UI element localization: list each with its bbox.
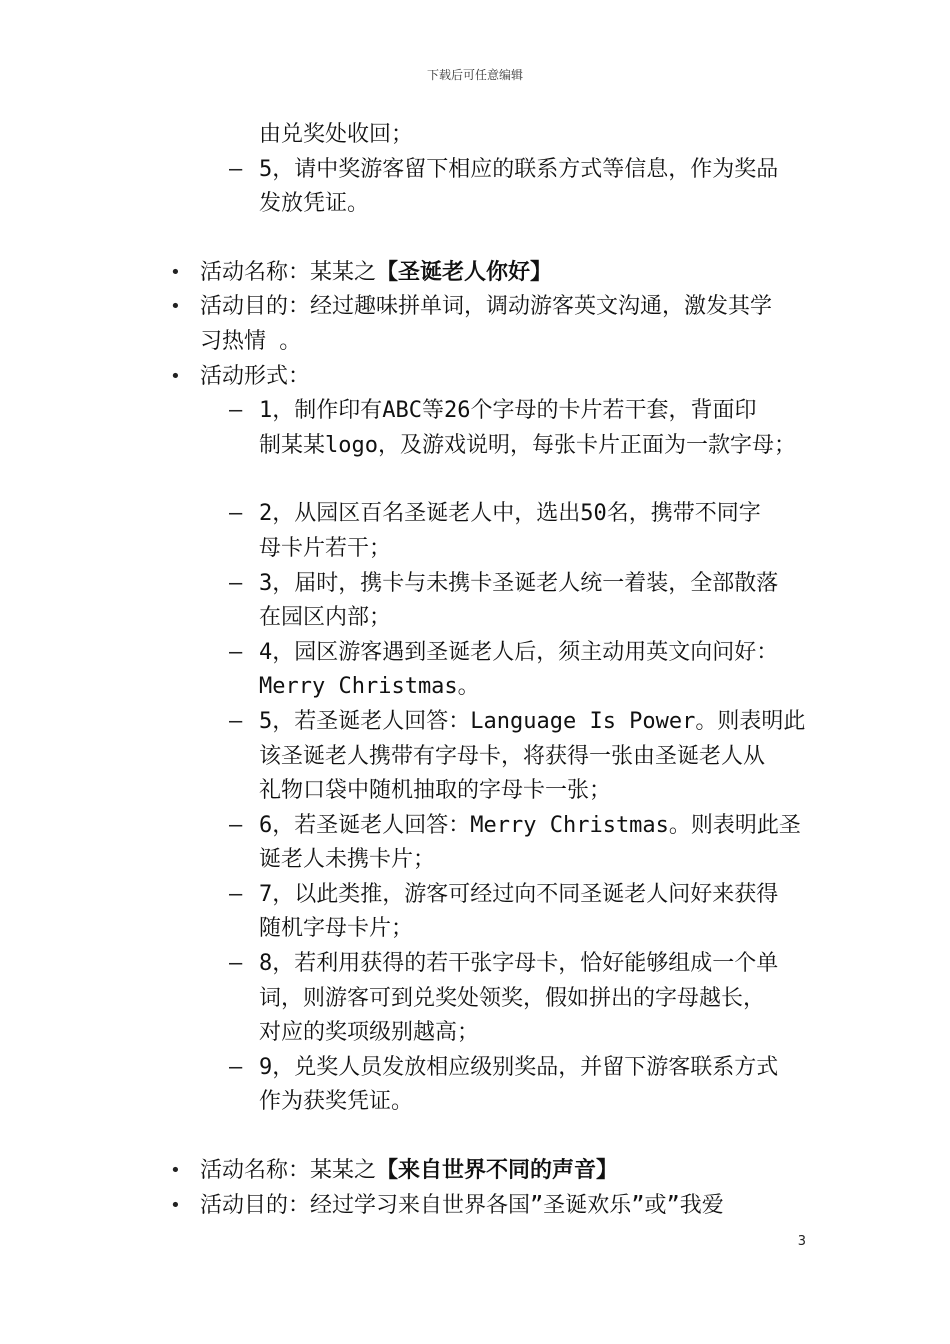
document-body <box>0 118 950 1223</box>
list-item <box>0 394 950 429</box>
list-item <box>0 153 950 188</box>
dash-marker: – <box>229 708 243 734</box>
line-text: 由兑奖处收回； <box>259 122 414 147</box>
dash-marker: – <box>229 501 243 527</box>
line-text: 诞老人未携卡片； <box>259 847 436 873</box>
list-item <box>0 360 950 395</box>
list-item <box>0 670 950 705</box>
line-text: 5，请中奖游客留下相应的联系方式等信息，作为奖品 <box>259 156 779 182</box>
list-item <box>0 325 950 360</box>
list-item <box>0 1154 950 1189</box>
line-text: 3，届时，携卡与未携卡圣诞老人统一着装，全部散落 <box>259 570 779 596</box>
page-number: 3 <box>797 1234 806 1249</box>
list-item <box>0 912 950 947</box>
list-item <box>0 982 950 1017</box>
dash-marker: – <box>229 881 243 907</box>
list-item <box>0 290 950 325</box>
line-text: 9，兑奖人员发放相应级别奖品，并留下游客联系方式 <box>259 1054 779 1080</box>
bullet-marker: • <box>170 365 181 387</box>
bullet-marker: • <box>170 1194 181 1216</box>
list-item <box>0 705 950 740</box>
line-text: 4，园区游客遇到圣诞老人后，须主动用英文向问好： <box>259 639 779 665</box>
line-text: Merry Christmas。 <box>259 674 480 700</box>
line-text: 活动名称：某某之 <box>200 259 377 285</box>
line-text: 5，若圣诞老人回答：Language Is Power。则表明此 <box>259 708 806 734</box>
line-text: 在园区内部； <box>259 605 392 631</box>
list-item <box>0 1051 950 1086</box>
dash-marker: – <box>229 398 243 424</box>
bullet-marker: • <box>170 1160 181 1182</box>
list-item <box>0 187 950 222</box>
list-item <box>0 1016 950 1051</box>
line-text: 7，以此类推，游客可经过向不同圣诞老人问好来获得 <box>259 881 779 907</box>
line-text: 随机字母卡片； <box>259 916 414 942</box>
page-header: 下载后可任意编辑 <box>426 68 523 82</box>
list-item <box>0 567 950 602</box>
line-text: 对应的奖项级别越高； <box>259 1020 480 1046</box>
line-text: 作为获奖凭证。 <box>259 1089 414 1115</box>
line-text: 2，从园区百名圣诞老人中，选出50名，携带不同字 <box>259 501 761 527</box>
dash-marker: – <box>229 639 243 665</box>
list-item <box>0 256 950 291</box>
activity-title: 【圣诞老人你好】 <box>376 259 553 285</box>
line-text: 礼物口袋中随机抽取的字母卡一张； <box>259 778 612 804</box>
line-text: 活动目的：经过学习来自世界各国”圣诞欢乐”或”我爱 <box>200 1192 724 1218</box>
bullet-marker: • <box>170 296 181 318</box>
list-item <box>0 774 950 809</box>
list-item <box>0 118 950 153</box>
list-item <box>0 947 950 982</box>
line-text: 1，制作印有ABC等26个字母的卡片若干套，背面印 <box>259 398 757 424</box>
list-item <box>0 843 950 878</box>
line-text: 活动形式： <box>200 363 311 389</box>
dash-marker: – <box>229 1054 243 1080</box>
list-item <box>0 809 950 844</box>
line-text: 词，则游客可到兑奖处领奖，假如拼出的字母越长， <box>259 985 766 1011</box>
list-item <box>0 878 950 913</box>
list-item <box>0 429 950 464</box>
list-item <box>0 601 950 636</box>
line-text: 该圣诞老人携带有字母卡，将获得一张由圣诞老人从 <box>259 743 766 769</box>
list-item <box>0 497 950 532</box>
line-text: 8，若利用获得的若干张字母卡，恰好能够组成一个单 <box>259 951 779 977</box>
list-item <box>0 636 950 671</box>
list-item <box>0 740 950 775</box>
bullet-marker: • <box>170 261 181 283</box>
activity-title: 【来自世界不同的声音】 <box>376 1158 619 1184</box>
line-text: 制某某logo，及游戏说明，每张卡片正面为一款字母； <box>259 432 796 458</box>
list-item <box>0 532 950 567</box>
line-text: 活动目的：经过趣味拼单词，调动游客英文沟通，激发其学 <box>200 294 773 320</box>
line-text: 母卡片若干； <box>259 535 392 561</box>
line-text: 发放凭证。 <box>259 191 370 217</box>
list-item <box>0 1189 950 1224</box>
line-text: 习热情 。 <box>200 328 302 354</box>
dash-marker: – <box>229 156 243 182</box>
line-text: 活动名称：某某之 <box>200 1158 377 1184</box>
line-text: 6，若圣诞老人回答：Merry Christmas。则表明此圣 <box>259 812 801 838</box>
dash-marker: – <box>229 570 243 596</box>
dash-marker: – <box>229 812 243 838</box>
dash-marker: – <box>229 951 243 977</box>
list-item <box>0 1085 950 1120</box>
